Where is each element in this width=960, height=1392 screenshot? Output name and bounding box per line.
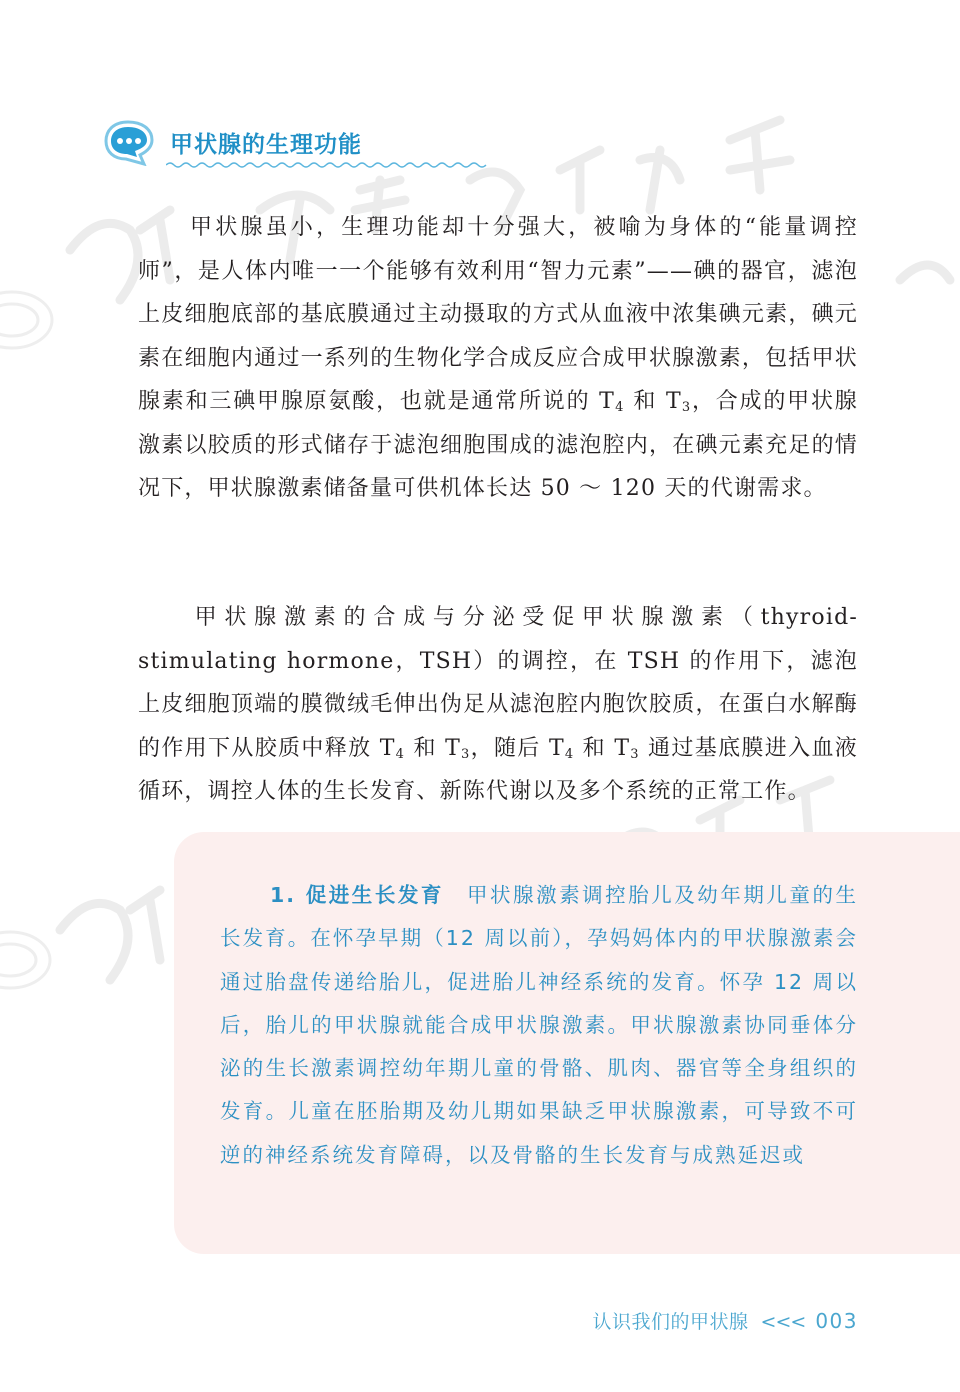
callout-text — [220, 874, 858, 1177]
footer-book-title: 认识我们的甲状腺 — [592, 1311, 749, 1333]
title-underline — [166, 160, 488, 170]
section-title: 甲状腺的生理功能 — [170, 132, 362, 158]
page-footer — [593, 1307, 858, 1334]
page-number: 003 — [815, 1309, 858, 1333]
chat-bubble-icon — [104, 120, 156, 166]
body-paragraph-1: 甲状腺虽小，生理功能却十分强大，被喻为身体的“能量调控师”，是人体内唯一一个能够有效利用“智力元素”——碘的器官，滤泡上皮细胞底部的基底膜通过主动摄取的方式从血液中浓集碘元素，碘元素在细胞内通过一系列的生物化学合成反应合成甲状腺激素，包括甲状腺素和三碘甲腺原氨酸，也就是通常所说的 $T_4$ 和 $T_3$，合成的甲状腺激素以胶质的形式储存于滤泡细胞围成的滤泡腔内，在碘元素充足的情况下，甲状腺激素储备量可供机体长达 50 ～ 120 天的代谢需求。 — [138, 215, 858, 501]
callout-body: 甲状腺激素调控胎儿及幼年期儿童的生长发育。在怀孕早期（12 周以前），孕妈妈体内的甲状腺激素会通过胎盘传递给胎儿，促进胎儿神经系统的发育。怀孕 12 周以后，胎儿的甲状腺就能合成甲状腺激素。甲状腺激素协同垂体分泌的生长激素调控幼年期儿童的骨骼、肌肉、器官等全身组织的发育。儿童在胚胎期及幼儿期如果缺乏甲状腺激素，可导致不可逆的神经系统发育障碍，以及骨骼的生长发育与成熟延迟或 — [220, 883, 858, 1167]
footer-chevrons: <<< — [760, 1311, 806, 1333]
callout-subtitle: 1. 促进生长发育 — [270, 883, 444, 907]
body-paragraph-2: 甲状腺激素的合成与分泌受促甲状腺激素（thyroid-stimulating hormone，TSH）的调控，在 TSH 的作用下，滤泡上皮细胞顶端的膜微绒毛伸出伪足从滤泡腔内胞饮胶质，在蛋白水解酶的作用下从胶质中释放 $T_4$ 和 $T_3$，随后 $T_4$ 和 $T_3$ 通过基底膜进入血液循环，调控人体的生长发育、新陈代谢以及多个系统的正常工作。 — [138, 605, 858, 804]
